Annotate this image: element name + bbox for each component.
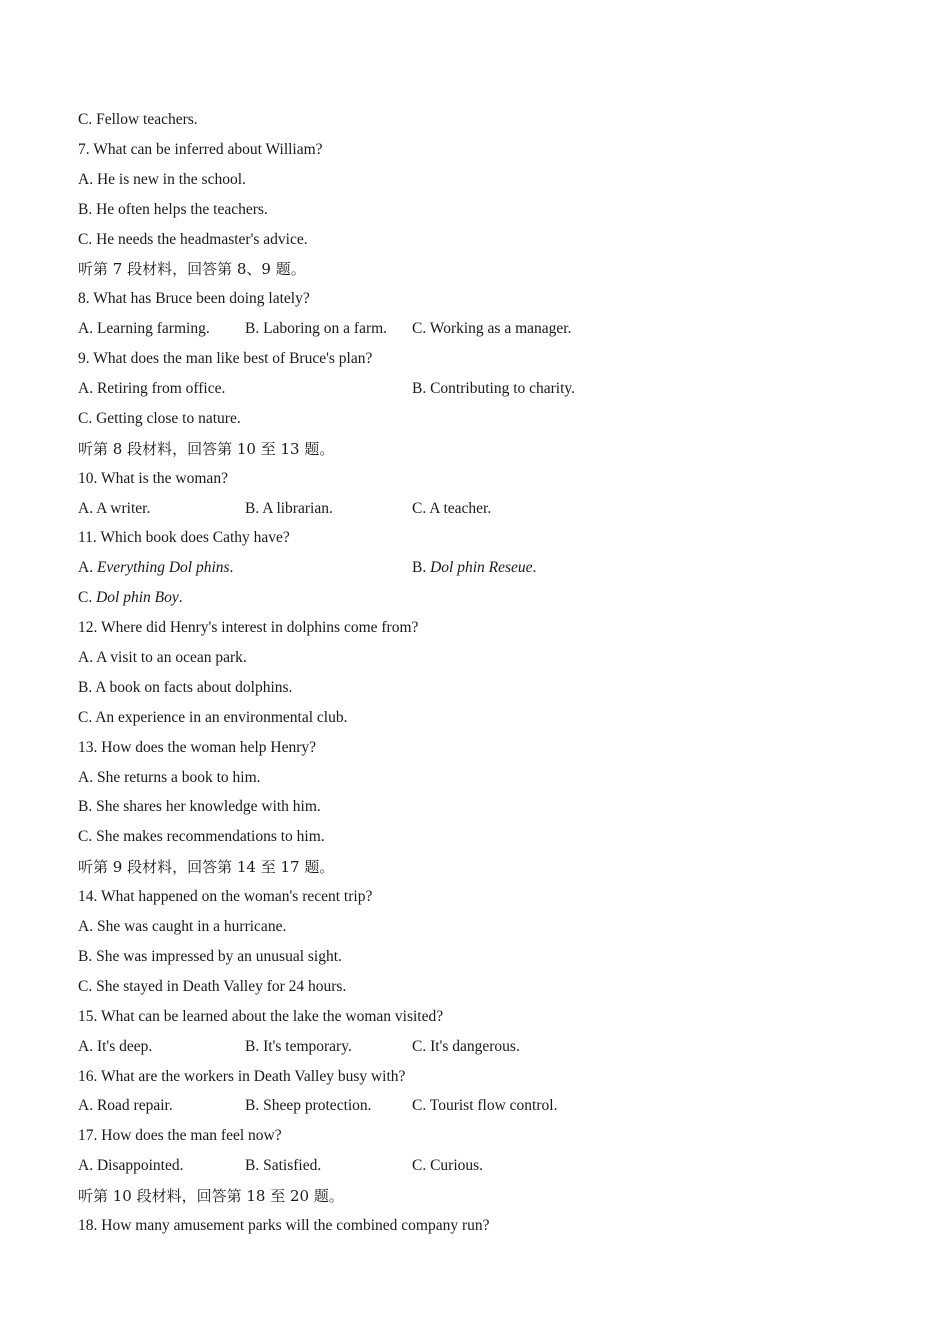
option-prefix: C.	[78, 589, 97, 607]
line-text: 15. What can be learned about the lake the woman visited?	[78, 1007, 444, 1025]
text-line	[78, 228, 878, 258]
line-text: 11. Which book does Cathy have?	[78, 529, 290, 547]
line-text: C. Fellow teachers.	[78, 111, 198, 128]
line-text: 12. Where did Henry's interest in dolphins come from?	[78, 619, 419, 637]
line-text: A. She returns a book to him.	[78, 768, 261, 786]
instruction-text: 听第 9 段材料，回答第 14 至 17 题。	[78, 858, 335, 877]
line-text: 13. How does the woman help Henry?	[78, 738, 317, 756]
section-instruction	[78, 1184, 878, 1214]
option-prefix: A.	[78, 559, 97, 577]
line-text: C. He needs the headmaster's advice.	[78, 230, 308, 248]
line-text: C. She stayed in Death Valley for 24 hours.	[78, 977, 347, 995]
options-row	[78, 1154, 878, 1184]
text-line	[78, 1065, 878, 1095]
line-text: 10. What is the woman?	[78, 469, 228, 487]
text-line	[78, 526, 878, 556]
option-b: B. Laboring on a farm.	[245, 320, 388, 338]
text-line	[78, 945, 878, 975]
text-line	[78, 975, 878, 1005]
text-line	[78, 287, 878, 317]
book-title: Dol phin Reseue	[430, 559, 533, 577]
options-row	[78, 497, 878, 527]
line-text: B. She shares her knowledge with him.	[78, 798, 321, 816]
option-c: C. A teacher.	[412, 499, 492, 517]
text-line	[78, 616, 878, 646]
text-line	[78, 108, 878, 138]
line-text: C. Getting close to nature.	[78, 409, 241, 427]
text-line	[78, 1214, 878, 1244]
options-row	[78, 1035, 878, 1065]
line-text: 8. What has Bruce been doing lately?	[78, 290, 310, 308]
line-text: A. He is new in the school.	[78, 170, 246, 188]
option-b: B. A librarian.	[245, 499, 333, 517]
option-c: C. Curious.	[412, 1157, 484, 1175]
options-row	[78, 377, 878, 407]
option-a: A. Everything Dol phins.	[78, 559, 234, 577]
text-line	[78, 766, 878, 796]
text-line	[78, 646, 878, 676]
text-line	[78, 736, 878, 766]
section-instruction	[78, 855, 878, 885]
line-text: C. An experience in an environmental club.	[78, 708, 348, 726]
line-text: A. A visit to an ocean park.	[78, 649, 247, 667]
options-row: C. Dol phin Boy.	[78, 589, 183, 607]
line-text: A. She was caught in a hurricane.	[78, 918, 287, 936]
option-b: B. Dol phin Reseue.	[412, 559, 537, 577]
option-b: B. Contributing to charity.	[412, 380, 576, 398]
text-line	[78, 198, 878, 228]
text-line	[78, 138, 878, 168]
options-row	[78, 317, 878, 347]
text-line	[78, 706, 878, 736]
text-line	[78, 825, 878, 855]
text-line	[78, 885, 878, 915]
option-c: C. It's dangerous.	[412, 1037, 520, 1055]
option-a: A. Road repair.	[78, 1097, 173, 1115]
book-title: Dol phin Boy	[96, 589, 179, 607]
text-line	[78, 915, 878, 945]
options-row	[78, 1094, 878, 1124]
text-line	[78, 467, 878, 497]
line-text: 18. How many amusement parks will the combined company run?	[78, 1216, 490, 1234]
text-line	[78, 1124, 878, 1154]
text-line	[78, 676, 878, 706]
option-b: B. Sheep protection.	[245, 1097, 372, 1115]
option-a: A. A writer.	[78, 499, 151, 517]
line-text: 17. How does the man feel now?	[78, 1127, 282, 1145]
option-a: A. Learning farming.	[78, 320, 210, 338]
option-a: A. It's deep.	[78, 1037, 153, 1055]
document-page	[78, 108, 878, 1244]
text-line	[78, 347, 878, 377]
option-c: C. Working as a manager.	[412, 320, 572, 338]
option-prefix: B.	[412, 559, 431, 577]
line-text: C. She makes recommendations to him.	[78, 828, 325, 846]
instruction-text: 听第 7 段材料，回答第 8、9 题。	[78, 260, 306, 279]
line-text: 16. What are the workers in Death Valley busy with?	[78, 1067, 406, 1085]
line-text: B. She was impressed by an unusual sight.	[78, 947, 342, 965]
option-b: B. It's temporary.	[245, 1037, 352, 1055]
option-c: C. Tourist flow control.	[412, 1097, 558, 1115]
option-a: A. Disappointed.	[78, 1157, 184, 1175]
instruction-text: 听第 10 段材料，回答第 18 至 20 题。	[78, 1187, 344, 1206]
book-title: Everything Dol phins	[96, 559, 230, 577]
section-instruction	[78, 437, 878, 467]
line-text: 14. What happened on the woman's recent trip?	[78, 888, 373, 906]
line-text: B. He often helps the teachers.	[78, 200, 268, 218]
section-instruction	[78, 257, 878, 287]
instruction-text: 听第 8 段材料，回答第 10 至 13 题。	[78, 439, 335, 458]
option-a: A. Retiring from office.	[78, 380, 226, 398]
text-line	[78, 407, 878, 437]
option-b: B. Satisfied.	[245, 1157, 322, 1175]
line-text: 9. What does the man like best of Bruce's plan?	[78, 350, 373, 368]
line-text: 7. What can be inferred about William?	[78, 140, 323, 158]
text-line	[78, 1005, 878, 1035]
text-line	[78, 168, 878, 198]
options-row	[78, 556, 878, 586]
text-line	[78, 795, 878, 825]
line-text: B. A book on facts about dolphins.	[78, 678, 293, 696]
